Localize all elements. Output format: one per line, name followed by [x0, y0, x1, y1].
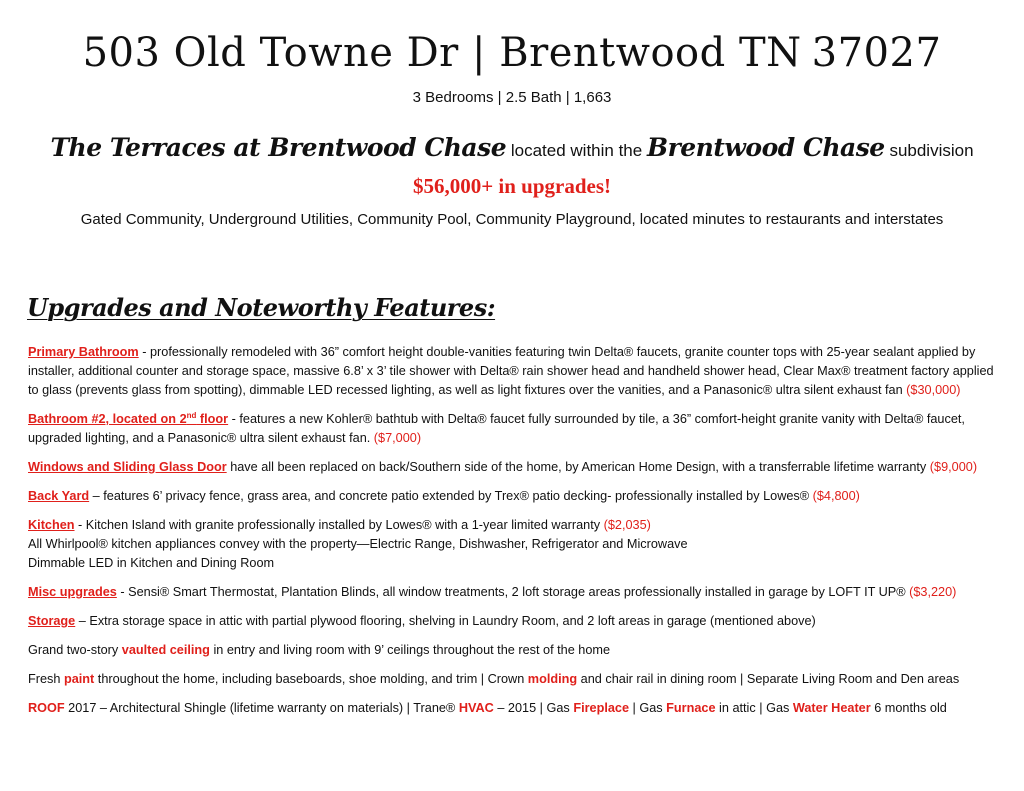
page-title [0, 28, 1024, 78]
feature-price: ($3,220) [909, 585, 957, 599]
feature-kitchen [28, 516, 1000, 573]
community-suffix: subdivision [889, 141, 974, 160]
feature-highlight: Fireplace [573, 701, 630, 715]
feature-text: throughout the home, including baseboards, shoe molding, and trim | Crown [94, 672, 528, 686]
feature-windows [28, 458, 1000, 477]
feature-text: Fresh [28, 672, 64, 686]
feature-storage [28, 612, 1000, 631]
feature-label: Misc upgrades [28, 585, 117, 599]
feature-text: Grand two-story [28, 643, 122, 657]
features-list [28, 343, 1000, 728]
feature-vaulted-ceiling [28, 641, 1000, 660]
feature-price: ($30,000) [906, 383, 961, 397]
zip-code: 37027 [811, 30, 942, 76]
community-mid-text: located within the [510, 141, 643, 160]
feature-primary-bathroom [28, 343, 1000, 400]
feature-highlight: HVAC [458, 701, 494, 715]
feature-text: 2017 – Architectural Shingle (lifetime warranty on materials) | Trane® [64, 701, 459, 715]
label-part: floor [196, 412, 229, 426]
feature-text: – 2015 | Gas [493, 701, 574, 715]
kitchen-line-3: Dimmable LED in Kitchen and Dining Room [28, 556, 275, 570]
feature-label [28, 412, 228, 426]
feature-back-yard [28, 487, 1000, 506]
kitchen-line-2: All Whirlpool® kitchen appliances convey with the property—Electric Range, Dishwasher, Refrigerator and Microwave [28, 537, 688, 551]
feature-highlight: vaulted ceiling [121, 643, 210, 657]
feature-text: – Extra storage space in attic with partial plywood flooring, shelving in Laundry Room, and 2 loft areas in garage (mentioned above) [75, 614, 816, 628]
feature-highlight: ROOF [28, 701, 65, 715]
feature-highlight: Water Heater [792, 701, 871, 715]
feature-paint [28, 670, 1000, 689]
feature-text: 6 months old [870, 701, 947, 715]
feature-text: have all been replaced on back/Southern side of the home, by American Home Design, with a transferrable lifetime warranty [226, 460, 930, 474]
feature-text: and chair rail in dining room | Separate Living Room and Den areas [577, 672, 960, 686]
feature-text: - Sensi® Smart Thermostat, Plantation Blinds, all window treatments, 2 loft storage areas professionally installed in garage by LOFT IT UP® [116, 585, 910, 599]
label-part: Bathroom #2, located on 2 [28, 412, 187, 426]
feature-systems [28, 699, 1000, 718]
feature-text: | Gas [629, 701, 667, 715]
feature-label: Back Yard [28, 489, 90, 503]
address: 503 Old Towne Dr | Brentwood TN [82, 30, 802, 76]
community-name: The Terraces at Brentwood Chase [50, 133, 507, 162]
feature-price: ($9,000) [929, 460, 978, 474]
feature-text: - Kitchen Island with granite professionally installed by Lowes® with a 1-year limited warranty [74, 518, 604, 532]
section-heading: Upgrades and Noteworthy Features: [27, 293, 496, 322]
feature-highlight: molding [527, 672, 578, 686]
feature-text: in attic | Gas [715, 701, 793, 715]
community-line [0, 128, 1024, 171]
home-stats: 3 Bedrooms | 2.5 Bath | 1,663 [412, 89, 612, 106]
upgrades-total: $56,000+ in upgrades! [412, 174, 612, 198]
feature-misc-upgrades [28, 583, 1000, 602]
feature-price: ($4,800) [812, 489, 860, 503]
feature-text: - features a new Kohler® bathtub with Delta® faucet fully surrounded by tile, a 36” comfort-height granite vanity with Delta® faucet, upgraded lighting, and a Panasonic® ultra silent exhaust fan. [28, 412, 965, 445]
feature-highlight: paint [63, 672, 95, 686]
feature-price: ($7,000) [373, 431, 422, 445]
label-superscript: nd [186, 410, 197, 420]
kitchen-line-1 [28, 516, 1000, 535]
feature-label: Primary Bathroom [28, 345, 139, 359]
feature-text: – features 6’ privacy fence, grass area, and concrete patio extended by Trex® patio decking- professionally installed by Lowes® [89, 489, 813, 503]
feature-label: Storage [28, 614, 76, 628]
amenities-line: Gated Community, Underground Utilities, Community Pool, Community Playground, located minutes to restaurants and interstates [80, 211, 944, 228]
feature-text: in entry and living room with 9’ ceilings throughout the rest of the home [209, 643, 611, 657]
feature-text: - professionally remodeled with 36” comfort height double-vanities featuring twin Delta® faucets, granite counter tops with 25-year sealant applied by installer, additional counter and storage space, massive 6.8’ x 3’ tile shower with Delta® rain shower head and handheld shower head, Clear Max® treatment factory applied to glass (prevents glass from spotting), dimmable LED recessed lighting, as well as light fixtures over the vanities, and a Panasonic® ultra silent exhaust fan [28, 345, 994, 397]
feature-label: Kitchen [28, 518, 75, 532]
subdivision-name: Brentwood Chase [646, 133, 885, 162]
feature-bathroom-2 [28, 410, 1000, 448]
feature-label: Windows and Sliding Glass Door [28, 460, 227, 474]
feature-highlight: Furnace [666, 701, 716, 715]
feature-price: ($2,035) [603, 518, 651, 532]
